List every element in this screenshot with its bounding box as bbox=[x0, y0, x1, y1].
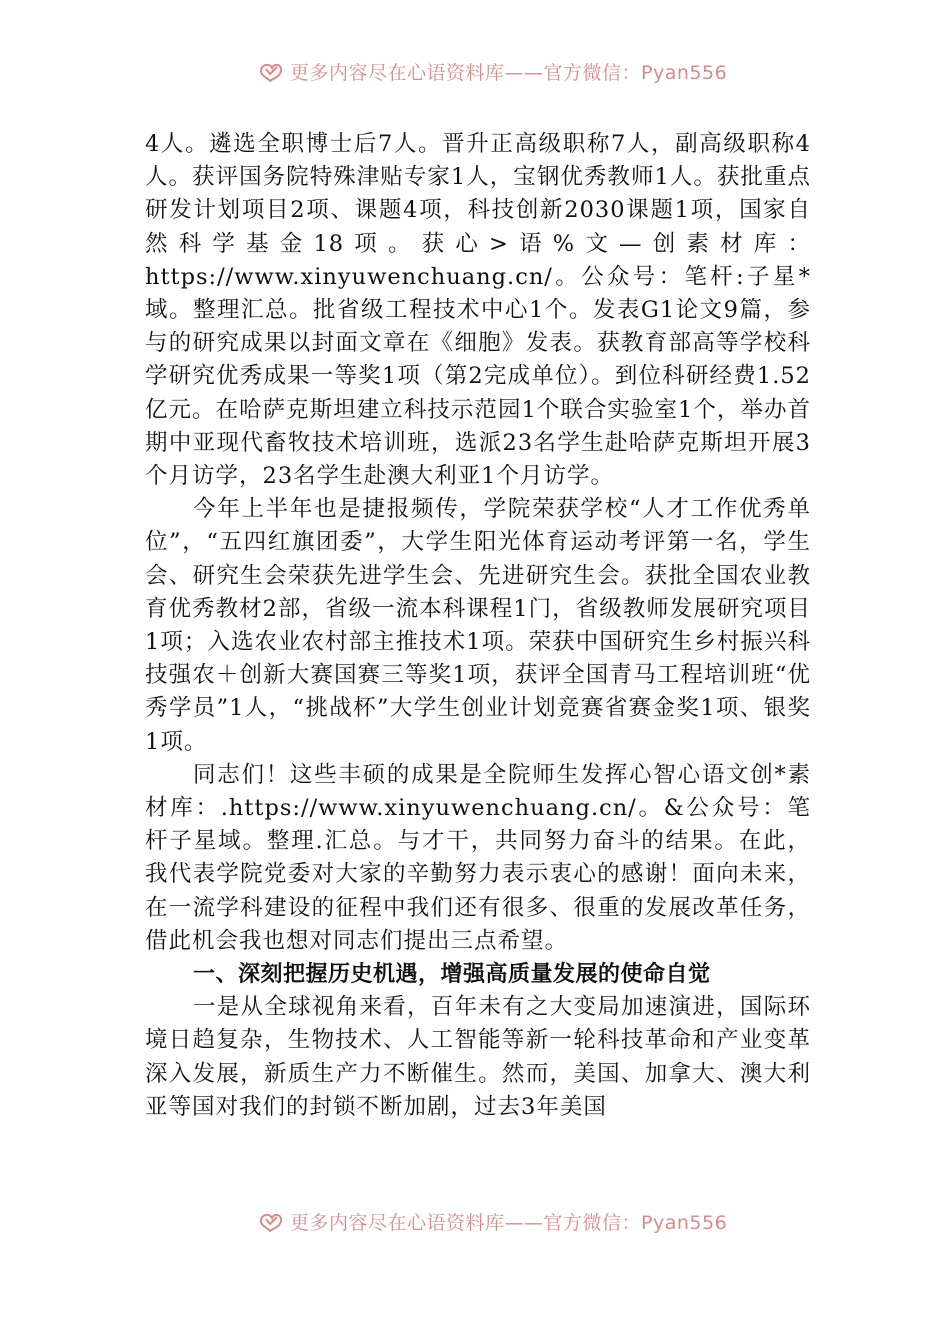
brand-logo-icon bbox=[258, 60, 284, 82]
watermark-footer bbox=[258, 1208, 727, 1234]
watermark-text: 更多内容尽在心语资料库——官方微信：Pyan556 bbox=[290, 61, 728, 84]
watermark-header bbox=[258, 58, 727, 84]
brand-logo-icon bbox=[258, 1210, 284, 1232]
paragraph-thanks: 同志们！这些丰硕的成果是全院师生发挥心智心语文创*素材库：.https://www.xinyuwenchuang.cn/。&公众号：笔杆子星域。整理.汇总。与才干，共同努力奋斗的结果。在此，我代表学院党委对大家的辛勤努力表示衷心的感谢！面向未来，在一流学科建设的征程中我们还有很多、很重的发展改革任务，借此机会我也想对同志们提出三点希望。 bbox=[145, 761, 811, 954]
paragraph-first-half-year: 今年上半年也是捷报频传，学院荣获学校“人才工作优秀单位”，“五四红旗团委”，大学生阳光体育运动考评第一名，学生会、研究生会荣获先进学生会、先进研究生会。获批全国农业教育优秀教材2部，省级一流本科课程1门，省级教师发展研究项目1项；入选农业农村部主推技术1项。荣获中国研究生乡村振兴科技强农＋创新大赛国赛三等奖1项，获评全国青马工程培训班“优秀学员”1人，“挑战杯”大学生创业计划竞赛省赛金奖1项、银奖1项。 bbox=[145, 496, 811, 755]
paragraph-global-view: 一是从全球视角来看，百年未有之大变局加速演进，国际环境日趋复杂，生物技术、人工智能等新一轮科技革命和产业变革深入发展，新质生产力不断催生。然而，美国、加拿大、澳大利亚等国对我们的封锁不断加剧，过去3年美国 bbox=[145, 994, 811, 1120]
section-heading: 一、深刻把握历史机遇，增强高质量发展的使命自觉 bbox=[193, 962, 711, 988]
watermark-text: 更多内容尽在心语资料库——官方微信：Pyan556 bbox=[290, 1211, 728, 1234]
document-body bbox=[145, 128, 811, 1124]
paragraph-achievements-continued: 4人。遴选全职博士后7人。晋升正高级职称7人，副高级职称4人。获评国务院特殊津贴专家1人，宝钢优秀教师1人。获批重点研发计划项目2项、课题4项，科技创新2030课题1项，国家自然科学基金18项。获心>语%文—创素材库：https://www.xinyuwenchuang.cn/。公众号：笔杆:子星*域。整理汇总。批省级工程技术中心1个。发表G1论文9篇，参与的研究成果以封面文章在《细胞》发表。获教育部高等学校科学研究优秀成果一等奖1项（第2完成单位）。到位科研经费1.52亿元。在哈萨克斯坦建立科技示范园1个联合实验室1个，举办首期中亚现代畜牧技术培训班，选派23名学生赴哈萨克斯坦开展3个月访学，23名学生赴澳大利亚1个月访学。 bbox=[145, 131, 811, 490]
